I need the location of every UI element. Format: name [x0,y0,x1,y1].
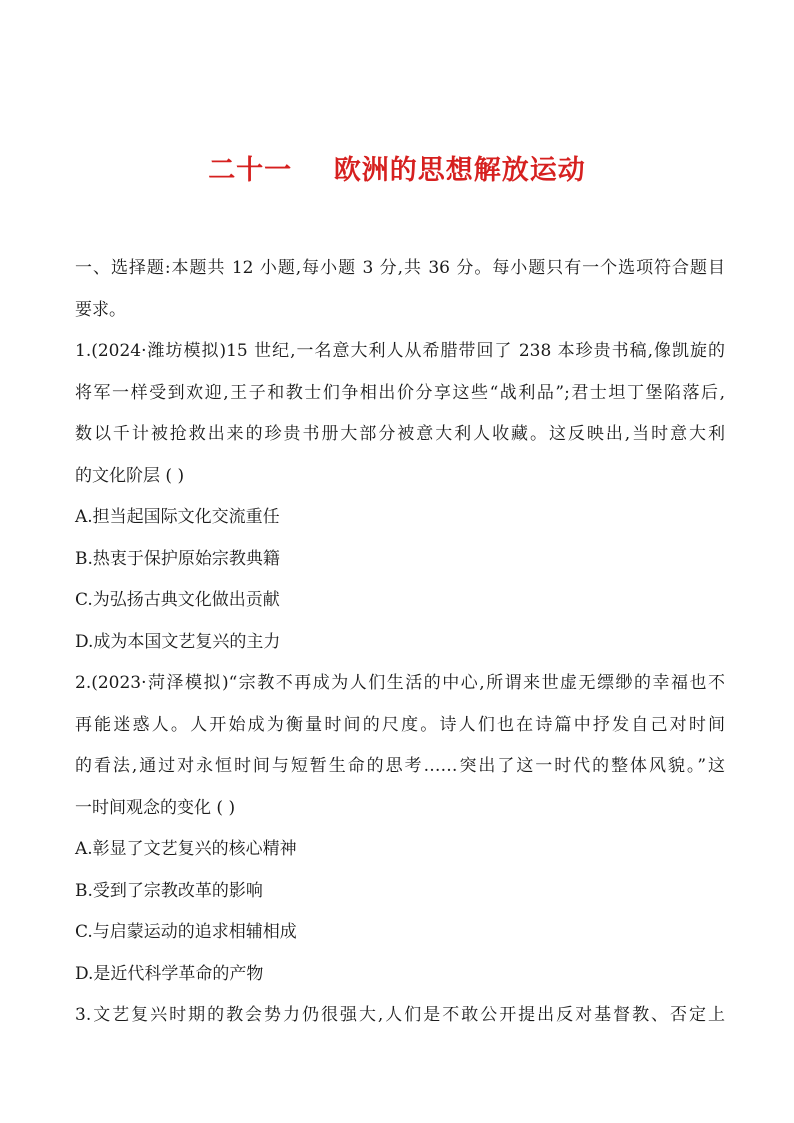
question-2-stem-line-1: 2.(2023·菏泽模拟)“宗教不再成为人们生活的中心,所谓来世虚无缥缈的幸福也不 [75,673,725,693]
question-content [75,248,725,1037]
question-1-option-d: D.成为本国文艺复兴的主力 [75,631,281,652]
question-2-option-b: B.受到了宗教改革的影响 [75,880,263,901]
section-instruction-line-1: 一、选择题:本题共 12 小题,每小题 3 分,共 36 分。每小题只有一个选项符合题目 [75,258,725,278]
question-1-stem-line-3: 数以千计被抢救出来的珍贵书册大部分被意大利人收藏。这反映出,当时意大利 [75,424,725,444]
question-2-stem-line-3: 的看法,通过对永恒时间与短暂生命的思考……突出了这一时代的整体风貌。”这 [75,756,725,776]
question-1-option-c: C.为弘扬古典文化做出贡献 [75,590,280,610]
question-1-stem-line-1: 1.(2024·潍坊模拟)15 世纪,一名意大利人从希腊带回了 238 本珍贵书稿,像凯旋的 [75,341,725,361]
question-2-option-c: C.与启蒙运动的追求相辅相成 [75,922,297,942]
section-instruction-line-2: 要求。 [75,299,126,320]
question-1-stem-line-4: 的文化阶层 ( ) [75,465,185,486]
question-1-stem-line-2: 将军一样受到欢迎,王子和教士们争相出价分享这些“战利品”;君士坦丁堡陷落后, [75,382,725,403]
question-2-stem-line-2: 再能迷惑人。人开始成为衡量时间的尺度。诗人们也在诗篇中抒发自己对时间 [75,714,725,735]
question-2-stem-line-4: 一时间观念的变化 ( ) [75,797,236,818]
question-1-option-a: A.担当起国际文化交流重任 [75,507,280,527]
question-2-option-a: A.彰显了文艺复兴的核心精神 [75,839,297,859]
question-2-option-d: D.是近代科学革命的产物 [75,963,264,984]
question-3-stem-line-1: 3.文艺复兴时期的教会势力仍很强大,人们是不敢公开提出反对基督教、否定上 [75,1005,725,1025]
question-1-option-b: B.热衷于保护原始宗教典籍 [75,548,280,569]
page-title: 二十一 欧洲的思想解放运动 [208,155,586,186]
